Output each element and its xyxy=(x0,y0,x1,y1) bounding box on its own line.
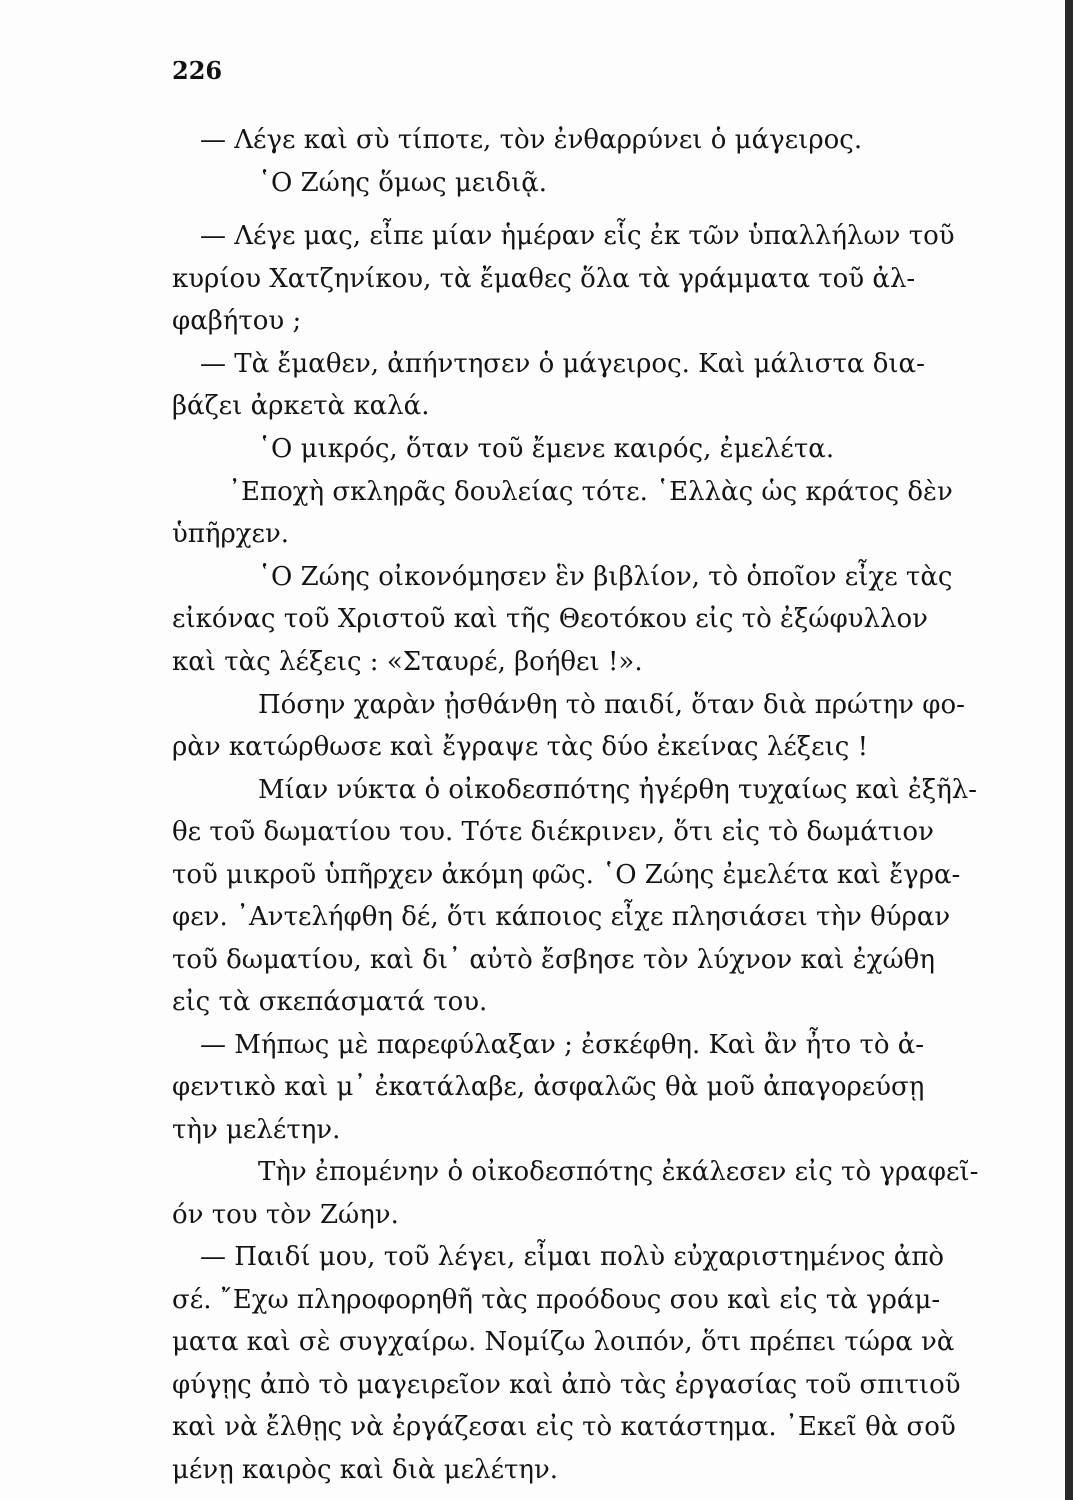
text-line: τοῦ μικροῦ ὑπῆρχεν ἀκόμη φῶς. ῾Ο Ζώης ἐμελέτα καὶ ἔγρα- xyxy=(172,860,961,890)
text-line: ματα καὶ σὲ συγχαίρω. Νομίζω λοιπόν, ὅτι πρέπει τώρα νὰ xyxy=(172,1327,955,1357)
text-line: ρὰν κατώρθωσε καὶ ἔγραψε τὰς δύο ἐκείνας λέξεις ! xyxy=(172,732,869,762)
text-line: — Μήπως μὲ παρεφύλαξαν ; ἐσκέφθη. Καὶ ἂν ἦτο τὸ ἀ- xyxy=(200,1030,925,1060)
text-line: τοῦ δωματίου, καὶ δι᾿ αὐτὸ ἔσβησε τὸν λύχνον καὶ ἐχώθη xyxy=(172,945,935,975)
text-line: ᾿Εποχὴ σκληρᾶς δουλείας τότε. ῾Ελλὰς ὡς κράτος δὲν xyxy=(228,477,953,507)
text-line: φεν. ᾿Αντελήφθη δέ, ὅτι κάποιος εἶχε πλησιάσει τὴν θύραν xyxy=(172,902,951,932)
text-line: κυρίου Χατζηνίκου, τὰ ἔμαθες ὅλα τὰ γράμματα τοῦ ἀλ- xyxy=(172,264,916,294)
text-line: εἰκόνας τοῦ Χριστοῦ καὶ τῆς Θεοτόκου εἰς τὸ ἐξώφυλλον xyxy=(172,604,928,634)
text-line: καὶ νὰ ἔλθῃς νὰ ἐργάζεσαι εἰς τὸ κατάστημα. ᾿Εκεῖ θὰ σοῦ xyxy=(172,1412,956,1442)
text-line: θε τοῦ δωματίου του. Τότε διέκρινεν, ὅτι εἰς τὸ δωμάτιον xyxy=(172,817,934,847)
text-line: ῾Ο μικρός, ὅταν τοῦ ἔμενε καιρός, ἐμελέτα. xyxy=(258,434,835,464)
text-line: — Παιδί μου, τοῦ λέγει, εἶμαι πολὺ εὐχαριστημένος ἀπὸ xyxy=(200,1242,945,1272)
text-line: Πόσην χαρὰν ᾐσθάνθη τὸ παιδί, ὅταν διὰ πρώτην φο- xyxy=(258,690,965,720)
text-line: Μίαν νύκτα ὁ οἰκοδεσπότης ἠγέρθη τυχαίως καὶ ἐξῆλ- xyxy=(258,775,978,805)
text-line: Τὴν ἐπομένην ὁ οἰκοδεσπότης ἐκάλεσεν εἰς τὸ γραφεῖ- xyxy=(258,1157,979,1187)
text-line: ῾Ο Ζώης οἰκονόμησεν ἓν βιβλίον, τὸ ὁποῖον εἶχε τὰς xyxy=(258,562,953,592)
text-line: — Λέγε καὶ σὺ τίποτε, τὸν ἐνθαρρύνει ὁ μάγειρος. xyxy=(200,125,863,155)
text-line: βάζει ἀρκετὰ καλά. xyxy=(172,391,430,421)
text-line: καὶ τὰς λέξεις : «Σταυρέ, βοήθει !». xyxy=(172,647,643,677)
text-line: ὑπῆρχεν. xyxy=(172,519,290,549)
page-edge-shadow xyxy=(1065,0,1073,1500)
text-line: φεντικὸ καὶ μ᾿ ἐκατάλαβε, ἀσφαλῶς θὰ μοῦ ἀπαγορεύσῃ xyxy=(172,1072,925,1102)
text-line: — Τὰ ἔμαθεν, ἀπήντησεν ὁ μάγειρος. Καὶ μάλιστα δια- xyxy=(200,349,925,379)
text-line: σέ. ῎Εχω πληροφορηθῆ τὰς προόδους σου καὶ εἰς τὰ γράμ- xyxy=(172,1285,941,1315)
text-line: ῾Ο Ζώης ὅμως μειδιᾷ. xyxy=(258,168,548,198)
text-line: όν του τὸν Ζώην. xyxy=(172,1200,399,1230)
text-line: εἰς τὰ σκεπάσματά του. xyxy=(172,987,488,1017)
page-number: 226 xyxy=(172,56,223,85)
text-line: τὴν μελέτην. xyxy=(172,1115,341,1145)
text-line: — Λέγε μας, εἶπε μίαν ἡμέραν εἷς ἐκ τῶν ὑπαλλήλων τοῦ xyxy=(200,221,955,251)
text-line: φύγῃς ἀπὸ τὸ μαγειρεῖον καὶ ἀπὸ τὰς ἐργασίας τοῦ σπιτιοῦ xyxy=(172,1370,961,1400)
text-line: φαβήτου ; xyxy=(172,306,302,336)
text-line: μένῃ καιρὸς καὶ διὰ μελέτην. xyxy=(172,1455,559,1485)
